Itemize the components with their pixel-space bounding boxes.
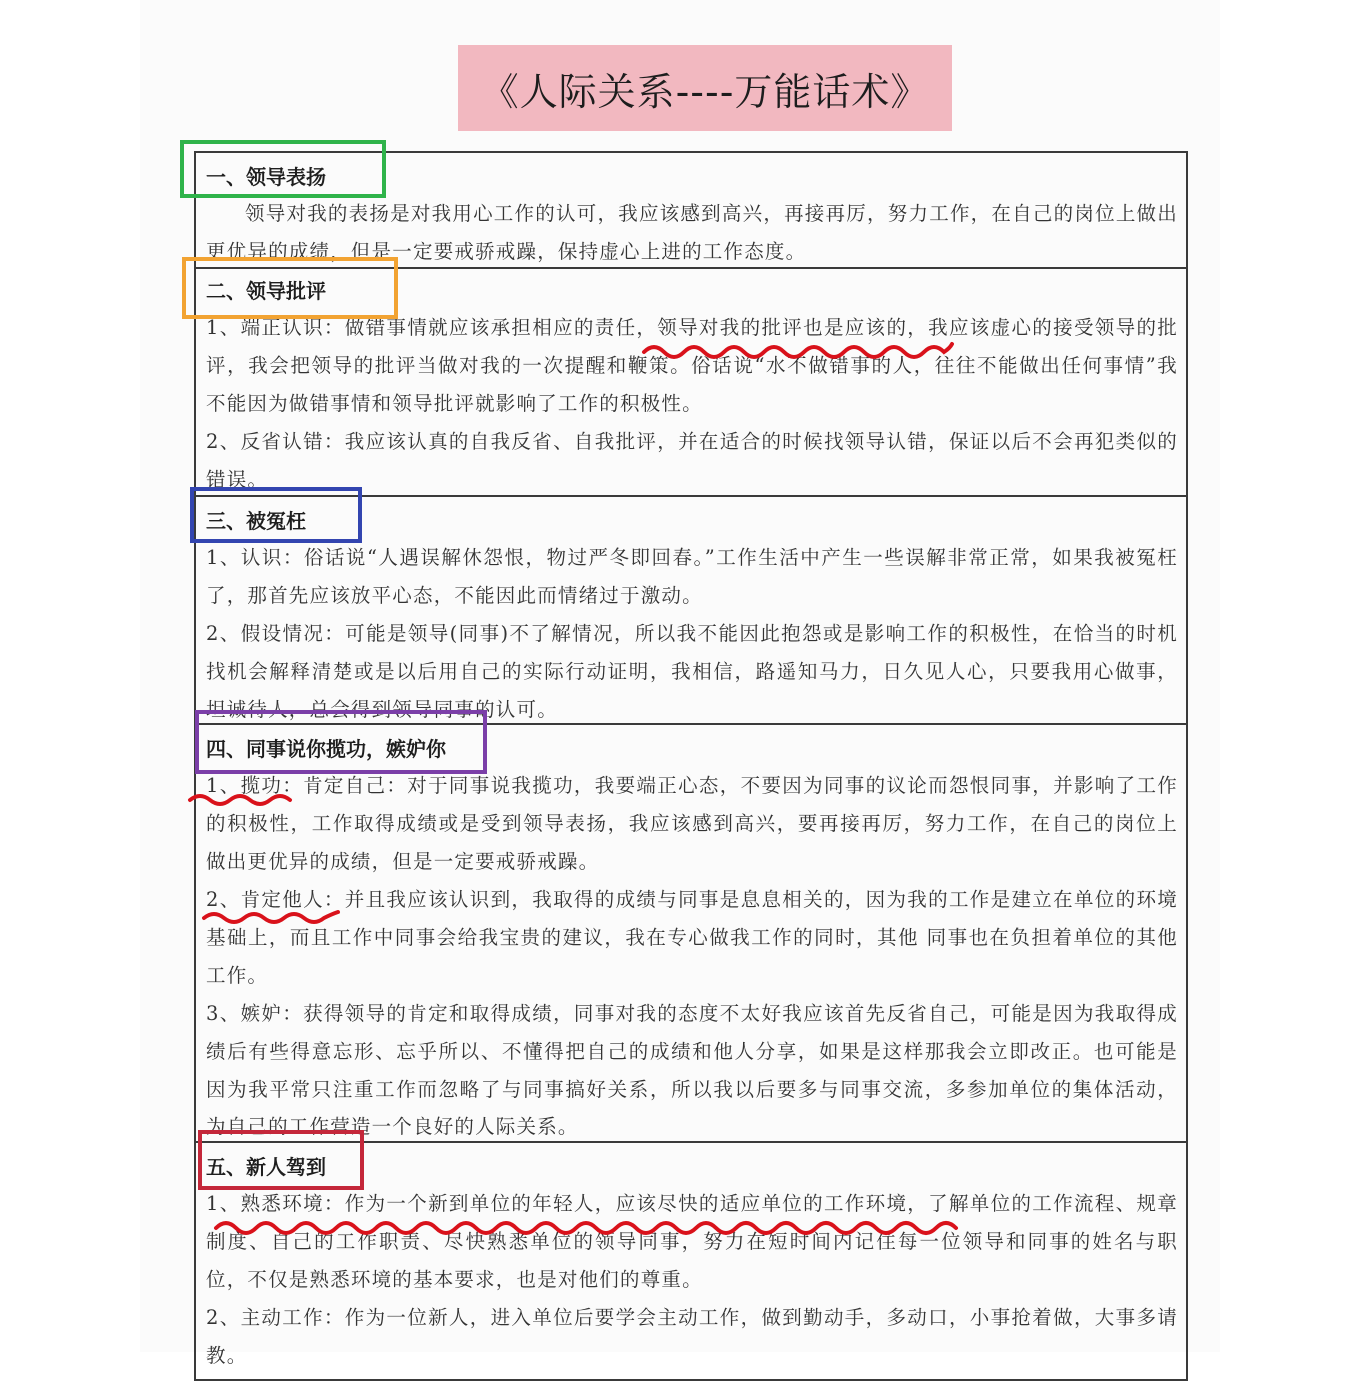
section-heading: 五、新人驾到 <box>206 1155 326 1179</box>
paragraph: 3、嫉妒：获得领导的肯定和取得成绩，同事对我的态度不太好我应该首先反省自己，可能是因为我取得成绩后有些得意忘形、忘乎所以、不懂得把自己的成绩和他人分享，如果是这样那我会立即改正。也可能是因为我平常只注重工作而忽略了与同事搞好关系，所以我以后要多与同事交流，多参加单位的集体活动，为自己的工作营造一个良好的人际关系。 <box>206 1002 1178 1139</box>
paragraph: 1、认识：俗话说“人遇误解休怨恨，物过严冬即回春。”工作生活中产生一些误解非常正常，如果我被冤枉了，那首先应该放平心态，不能因此而情绪过于激动。 <box>206 546 1178 607</box>
section-colleague-jealousy <box>196 725 1186 1143</box>
paragraph: 2、假设情况：可能是领导(同事)不了解情况，所以我不能因此抱怨或是影响工作的积极性，在恰当的时机找机会解释清楚或是以后用自己的实际行动证明，我相信，路遥知马力，日久见人心，只要我用心做事，坦诚待人，总会得到领导同事的认可。 <box>206 622 1178 721</box>
section-leader-praise <box>196 153 1186 269</box>
document-table <box>194 151 1188 1381</box>
section-heading: 三、被冤枉 <box>206 509 306 533</box>
paragraph: 2、反省认错：我应该认真的自我反省、自我批评，并在适合的时候找领导认错，保证以后不会再犯类似的错误。 <box>206 430 1178 491</box>
section-heading: 二、领导批评 <box>206 279 326 303</box>
page-title: 《人际关系----万能话术》 <box>458 45 952 131</box>
section-newcomer <box>196 1143 1186 1383</box>
section-heading: 四、同事说你揽功，嫉妒你 <box>206 737 446 761</box>
paragraph: 1、端正认识：做错事情就应该承担相应的责任，领导对我的批评也是应该的，我应该虚心的接受领导的批评，我会把领导的批评当做对我的一次提醒和鞭策。俗话说“水不做错事的人，往往不能做出任何事情”我不能因为做错事情和领导批评就影响了工作的积极性。 <box>206 316 1178 415</box>
paragraph: 领导对我的表扬是对我用心工作的认可，我应该感到高兴，再接再厉，努力工作，在自己的岗位上做出更优异的成绩，但是一定要戒骄戒躁，保持虚心上进的工作态度。 <box>206 202 1178 263</box>
paragraph: 2、主动工作：作为一位新人，进入单位后要学会主动工作，做到勤动手，多动口，小事抢着做，大事多请教。 <box>206 1306 1178 1367</box>
section-leader-criticism <box>196 269 1186 497</box>
paragraph: 1、熟悉环境：作为一个新到单位的年轻人，应该尽快的适应单位的工作环境，了解单位的工作流程、规章制度、自己的工作职责、尽快熟悉单位的领导同事，努力在短时间内记住每一位领导和同事的姓名与职位，不仅是熟悉环境的基本要求，也是对他们的尊重。 <box>206 1192 1178 1291</box>
section-wronged <box>196 497 1186 725</box>
paragraph: 1、揽功：肯定自己：对于同事说我揽功，我要端正心态，不要因为同事的议论而怨恨同事，并影响了工作的积极性，工作取得成绩或是受到领导表扬，我应该感到高兴，要再接再厉，努力工作，在自己的岗位上做出更优异的成绩，但是一定要戒骄戒躁。 <box>206 774 1178 873</box>
section-heading: 一、领导表扬 <box>206 165 326 189</box>
paragraph: 2、肯定他人：并且我应该认识到，我取得的成绩与同事是息息相关的，因为我的工作是建立在单位的环境基础上，而且工作中同事会给我宝贵的建议，我在专心做我工作的同时，其他 同事也在负担着单位的其他工作。 <box>206 888 1178 987</box>
